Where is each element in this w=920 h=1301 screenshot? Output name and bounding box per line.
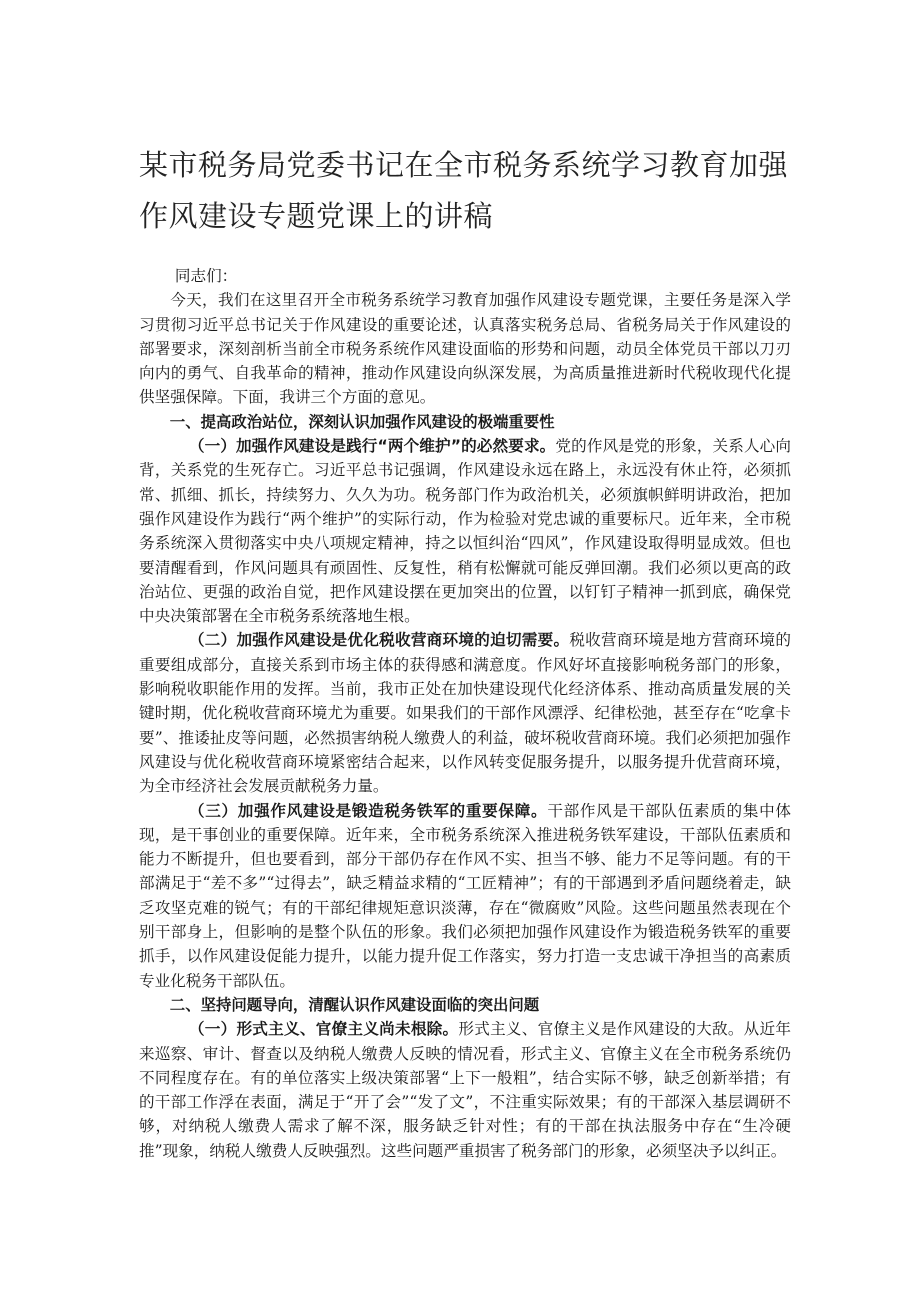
item-text: 干部作风是干部队伍素质的集中体现，是干事创业的重要保障。近年来，全市税务系统深入推进税务铁军建设，干部队伍素质和能力不断提升，但也要看到，部分干部仍存在作风不实、担当不够、能力不足等问题。有的干部满足于“差不多”“过得去”，缺乏精益求精的“工匠精神”；有的干部遇到矛盾问题绕着走，缺乏攻坚克难的锐气；有的干部纪律规矩意识淡薄，存在“微腐败”风险。这些问题虽然表现在个别干部身上，但影响的是整个队伍的形象。我们必须把加强作风建设作为锻造税务铁军的重要抓手，以作风建设促能力提升，以能力提升促工作落实，努力打造一支忠诚干净担当的高素质专业化税务干部队伍。 bbox=[139, 801, 791, 990]
item-text: 党的作风是党的形象，关系人心向背，关系党的生死存亡。习近平总书记强调，作风建设永远在路上，永远没有休止符，必须抓常、抓细、抓长，持续努力、久久为功。税务部门作为政治机关，必须旗帜鲜明讲政治，把加强作风建设作为践行“两个维护”的实际行动，作为检验对党忠诚的重要标尺。近年来，全市税务系统深入贯彻落实中央八项规定精神，持之以恒纠治“四风”，作风建设取得明显成效。但也要清醒看到，作风问题具有顽固性、反复性，稍有松懈就可能反弹回潮。我们必须以更高的政治站位、更强的政治自觉，把作风建设摆在更加突出的位置，以钉钉子精神一抓到底，确保党中央决策部署在全市税务系统落地生根。 bbox=[139, 437, 791, 626]
section-1-item-3 bbox=[139, 799, 791, 993]
title-line-1: 某市税务局党委书记在全市税务系统学习教育加强 bbox=[139, 148, 789, 182]
title-line-2: 作风建设专题党课上的讲稿 bbox=[139, 199, 494, 233]
document-title bbox=[139, 0, 791, 242]
item-lead: （一）形式主义、官僚主义尚未根除。 bbox=[188, 1020, 459, 1039]
item-lead: （三）加强作风建设是锻造税务铁军的重要保障。 bbox=[188, 801, 548, 820]
item-lead: （二）加强作风建设是优化税收营商环境的迫切需要。 bbox=[188, 631, 570, 650]
document-body bbox=[139, 264, 791, 1163]
section-1-heading: 一、提高政治站位，深刻认识加强作风建设的极端重要性 bbox=[169, 412, 555, 431]
greeting: 同志们： bbox=[174, 267, 238, 285]
document-page bbox=[139, 0, 791, 1163]
section-2-heading: 二、坚持问题导向，清醒认识作风建设面临的突出问题 bbox=[169, 995, 540, 1014]
intro-paragraph: 今天，我们在这里召开全市税务系统学习教育加强作风建设专题党课，主要任务是深入学习贯彻习近平总书记关于作风建设的重要论述，认真落实税务总局、省税务局关于作风建设的部署要求，深刻剖析当前全市税务系统作风建设面临的形势和问题，动员全体党员干部以刀刃向内的勇气、自我革命的精神，推动作风建设向纵深发展，为高质量推进新时代税收现代化提供坚强保障。下面，我讲三个方面的意见。 bbox=[139, 291, 791, 407]
section-1-item-1 bbox=[139, 434, 791, 628]
section-1-item-2 bbox=[139, 628, 791, 798]
item-lead: （一）加强作风建设是践行“两个维护”的必然要求。 bbox=[188, 437, 556, 456]
item-text: 形式主义、官僚主义是作风建设的大敌。从近年来巡察、审计、督查以及纳税人缴费人反映的情况看，形式主义、官僚主义在全市税务系统仍不同程度存在。有的单位落实上级决策部署“上下一般粗”，结合实际不够，缺乏创新举措；有的干部工作浮在表面，满足于“开了会”“发了文”，不注重实际效果；有的干部深入基层调研不够，对纳税人缴费人需求了解不深，服务缺乏针对性；有的干部在执法服务中存在“生冷硬推”现象，纳税人缴费人反映强烈。这些问题严重损害了税务部门的形象，必须坚决予以纠正。 bbox=[139, 1020, 791, 1160]
item-text: 税收营商环境是地方营商环境的重要组成部分，直接关系到市场主体的获得感和满意度。作风好坏直接影响税务部门的形象，影响税收职能作用的发挥。当前，我市正处在加快建设现代化经济体系、推动高质量发展的关键时期，优化税收营商环境尤为重要。如果我们的干部作风漂浮、纪律松弛，甚至存在“吃拿卡要”、推诿扯皮等问题，必然损害纳税人缴费人的利益，破坏税收营商环境。我们必须把加强作风建设与优化税收营商环境紧密结合起来，以作风转变促服务提升，以服务提升优营商环境，为全市经济社会发展贡献税务力量。 bbox=[139, 631, 791, 796]
section-2-item-1 bbox=[139, 1017, 791, 1163]
